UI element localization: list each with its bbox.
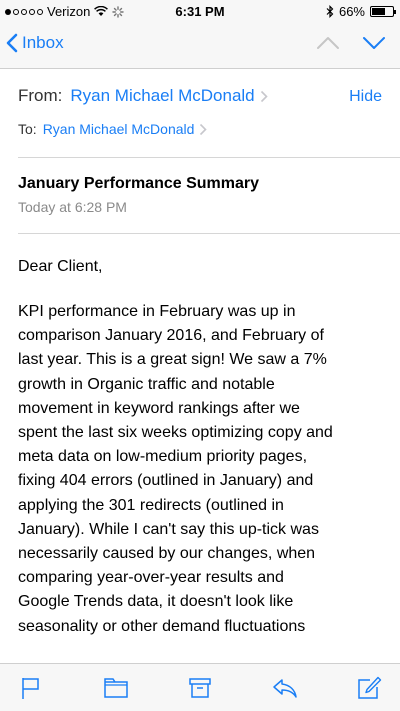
chevron-down-icon: [362, 34, 386, 52]
message-body-line: meta data on low-medium priority pages,: [18, 448, 308, 466]
back-label: Inbox: [22, 33, 64, 52]
message-body-line: applying the 301 redirects (outlined in: [18, 496, 284, 514]
battery-icon: [370, 6, 394, 17]
to-label: To:: [18, 121, 37, 137]
status-time: 6:31 PM: [175, 4, 225, 19]
previous-message-button[interactable]: [316, 34, 340, 57]
chevron-right-icon: [199, 123, 207, 136]
bluetooth-icon: [326, 5, 334, 18]
bottom-toolbar: [0, 663, 400, 711]
hide-details-button[interactable]: Hide: [349, 88, 382, 105]
compose-icon: [356, 676, 382, 700]
message-body-line: movement in keyword rankings after we: [18, 399, 300, 417]
compose-button[interactable]: [354, 673, 384, 703]
message-body-line: necessarily caused by our changes, when: [18, 545, 316, 563]
navigation-bar: [0, 22, 400, 69]
folder-icon: [103, 677, 129, 699]
recipient-name[interactable]: Ryan Michael McDonald: [42, 121, 195, 137]
chevron-left-icon: [6, 33, 18, 53]
status-bar: [0, 0, 400, 22]
header-divider: [18, 157, 400, 158]
status-right: [326, 4, 394, 19]
message-navigation: [316, 34, 386, 57]
sender-name[interactable]: Ryan Michael McDonald: [70, 86, 255, 105]
reply-icon: [271, 677, 299, 699]
message-greeting: Dear Client,: [18, 258, 103, 275]
message-body-line: seasonality or other demand fluctuations: [18, 617, 306, 635]
message-body-line: comparison January 2016, and February of: [18, 327, 324, 345]
message-subject: January Performance Summary: [18, 175, 259, 192]
message-body-line: growth in Organic traffic and notable: [18, 375, 275, 393]
from-label: From:: [18, 86, 63, 105]
from-row: [18, 86, 268, 106]
flag-button[interactable]: [16, 673, 46, 703]
message-body-line: fixing 404 errors (outlined in January) and: [18, 472, 314, 490]
message-body-line: comparing year-over-year results and: [18, 569, 284, 587]
subject-divider: [18, 233, 400, 234]
message-body-line: spent the last six weeks optimizing copy and: [18, 424, 333, 442]
message-date: Today at 6:28 PM: [18, 199, 127, 215]
chevron-up-icon: [316, 34, 340, 52]
battery-percent: 66%: [338, 4, 365, 19]
chevron-right-icon: [260, 90, 268, 103]
message-body-line: last year. This is a great sign! We saw a 7%: [18, 351, 327, 369]
message-body: [18, 300, 390, 639]
back-to-inbox-button[interactable]: [6, 33, 64, 53]
move-to-folder-button[interactable]: [101, 673, 131, 703]
flag-icon: [20, 676, 42, 700]
next-message-button[interactable]: [362, 34, 386, 57]
message-body-line: Google Trends data, it doesn't look like: [18, 593, 294, 611]
message-body-line: KPI performance in February was up in: [18, 303, 296, 320]
archive-button[interactable]: [185, 673, 215, 703]
reply-button[interactable]: [270, 673, 300, 703]
carrier-label: Verizon: [47, 4, 91, 19]
message-body-line: January). While I can't say this up-tick was: [18, 520, 319, 538]
to-row: [18, 121, 207, 137]
archive-icon: [188, 677, 212, 699]
